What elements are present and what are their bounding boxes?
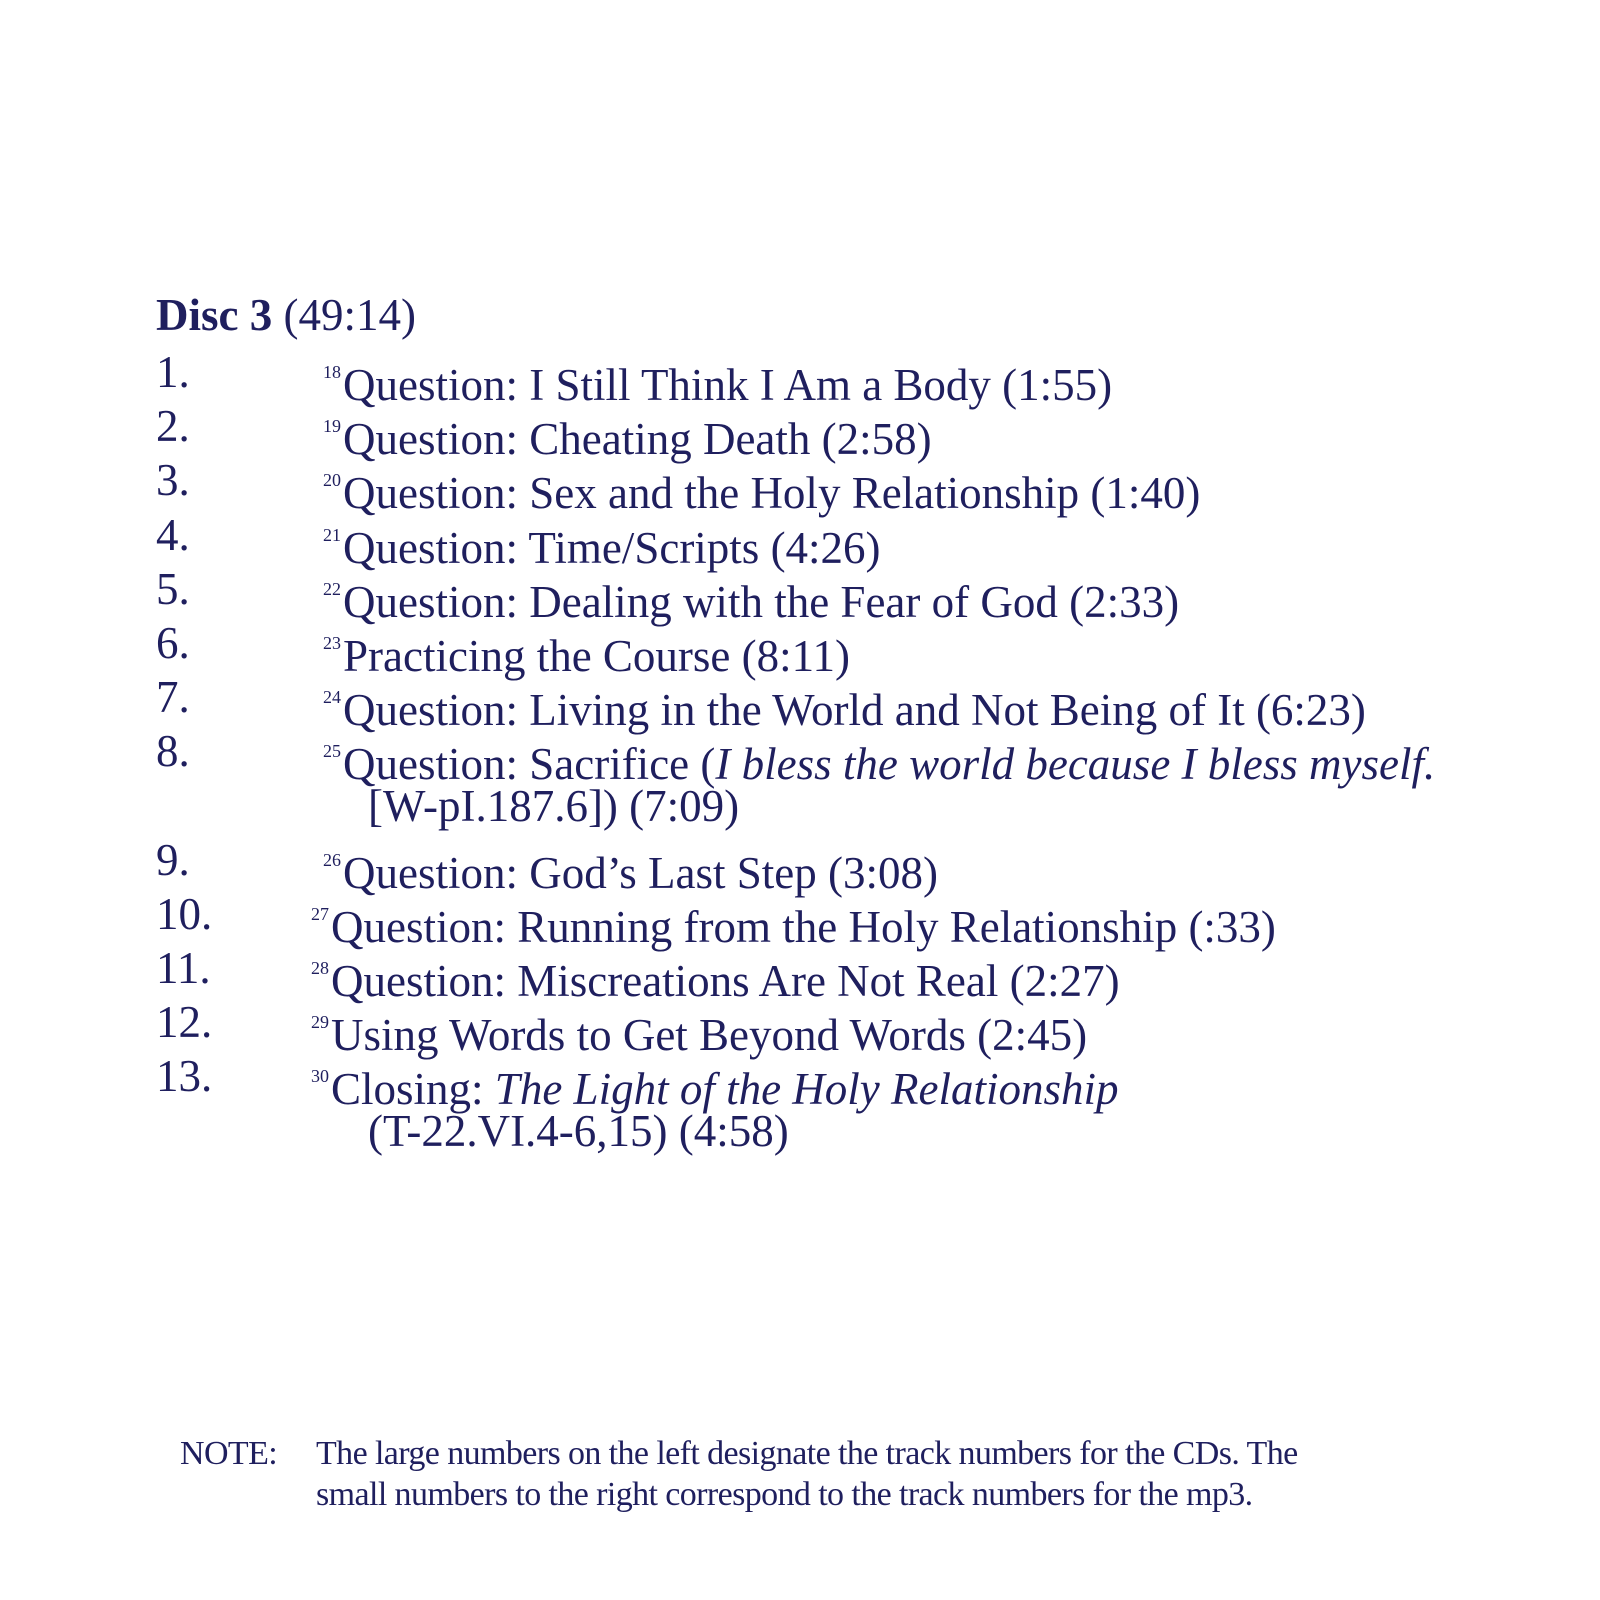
- track-item: [156, 995, 1576, 1061]
- mp3-track-number: 24: [323, 687, 341, 708]
- cd-track-number: 2.: [156, 401, 190, 452]
- track-title: Practicing the Course (8:11): [343, 630, 850, 681]
- mp3-track-number: 28: [311, 958, 329, 979]
- track-title: Question: Cheating Death (2:58): [343, 414, 932, 465]
- track-item: [156, 345, 1576, 410]
- track-title: Question: Dealing with the Fear of God (2:33): [343, 576, 1180, 627]
- cd-track-number: 7.: [156, 672, 190, 723]
- disc-label: Disc 3: [156, 290, 273, 340]
- track-item: [156, 562, 1576, 627]
- mp3-track-number: 23: [323, 632, 341, 653]
- cd-track-number: 1.: [156, 347, 190, 397]
- cd-track-number: 3.: [156, 455, 190, 506]
- mp3-track-number: 26: [323, 849, 341, 870]
- note-line-2: small numbers to the right correspond to the track numbers for the mp3.: [316, 1476, 1253, 1513]
- cd-track-number: 5.: [156, 563, 190, 614]
- cd-track-number: 12.: [156, 997, 213, 1048]
- mp3-track-number: 19: [323, 416, 341, 437]
- cd-track-number: 8.: [156, 726, 190, 777]
- track-title: Question: Living in the World and Not Being of It (6:23): [343, 685, 1366, 736]
- track-list: [156, 345, 1576, 1158]
- track-title: Question: Sex and the Holy Relationship (1:40): [343, 468, 1201, 519]
- track-item: [156, 887, 1576, 952]
- track-item: [156, 724, 1576, 832]
- mp3-track-number: 25: [323, 741, 341, 762]
- mp3-track-number: 27: [311, 903, 329, 924]
- track-title-continuation: [W-pI.187.6]) (7:09): [368, 780, 740, 831]
- mp3-track-number: 18: [323, 362, 341, 382]
- mp3-track-number: 21: [323, 524, 341, 545]
- note-label: NOTE:: [180, 1435, 278, 1472]
- track-title-continuation: (T-22.VI.4-6,15) (4:58): [368, 1105, 789, 1156]
- track-item: [156, 1049, 1576, 1157]
- cd-track-number: 4.: [156, 509, 190, 560]
- track-item: [156, 833, 1576, 898]
- track-title: Question: Running from the Holy Relationship (:33): [331, 901, 1276, 952]
- track-item: [156, 399, 1576, 465]
- cd-track-number: 11.: [156, 943, 211, 994]
- mp3-track-number: 22: [323, 578, 341, 599]
- track-item: [156, 670, 1576, 736]
- disc-heading: [156, 291, 416, 339]
- track-title: Question: I Still Think I Am a Body (1:55): [343, 360, 1113, 410]
- cd-track-number: 6.: [156, 617, 190, 668]
- note-line-1: The large numbers on the left designate the track numbers for the CDs. The: [316, 1435, 1298, 1472]
- track-title: Question: Miscreations Are Not Real (2:27): [331, 956, 1120, 1007]
- track-item: [156, 508, 1576, 573]
- mp3-track-number: 29: [311, 1012, 329, 1033]
- track-title: Question: God’s Last Step (3:08): [343, 847, 938, 898]
- track-title: Using Words to Get Beyond Words (2:45): [331, 1010, 1088, 1061]
- track-title: Question: Time/Scripts (4:26): [343, 522, 881, 573]
- cd-track-number: 13.: [156, 1051, 213, 1102]
- track-title: Question: Sacrifice (: [343, 739, 716, 790]
- track-title: Closing:: [331, 1064, 495, 1115]
- track-item: [156, 616, 1576, 681]
- cd-track-number: 10.: [156, 888, 213, 939]
- mp3-track-number: 30: [311, 1066, 329, 1087]
- track-title-italic: I bless the world because I bless myself.: [715, 739, 1436, 790]
- track-item: [156, 453, 1576, 519]
- cd-track-number: 9.: [156, 834, 190, 885]
- track-item: [156, 941, 1576, 1007]
- mp3-track-number: 20: [323, 470, 341, 491]
- disc-duration: (49:14): [283, 290, 416, 340]
- track-title-italic: The Light of the Holy Relationship: [494, 1064, 1119, 1115]
